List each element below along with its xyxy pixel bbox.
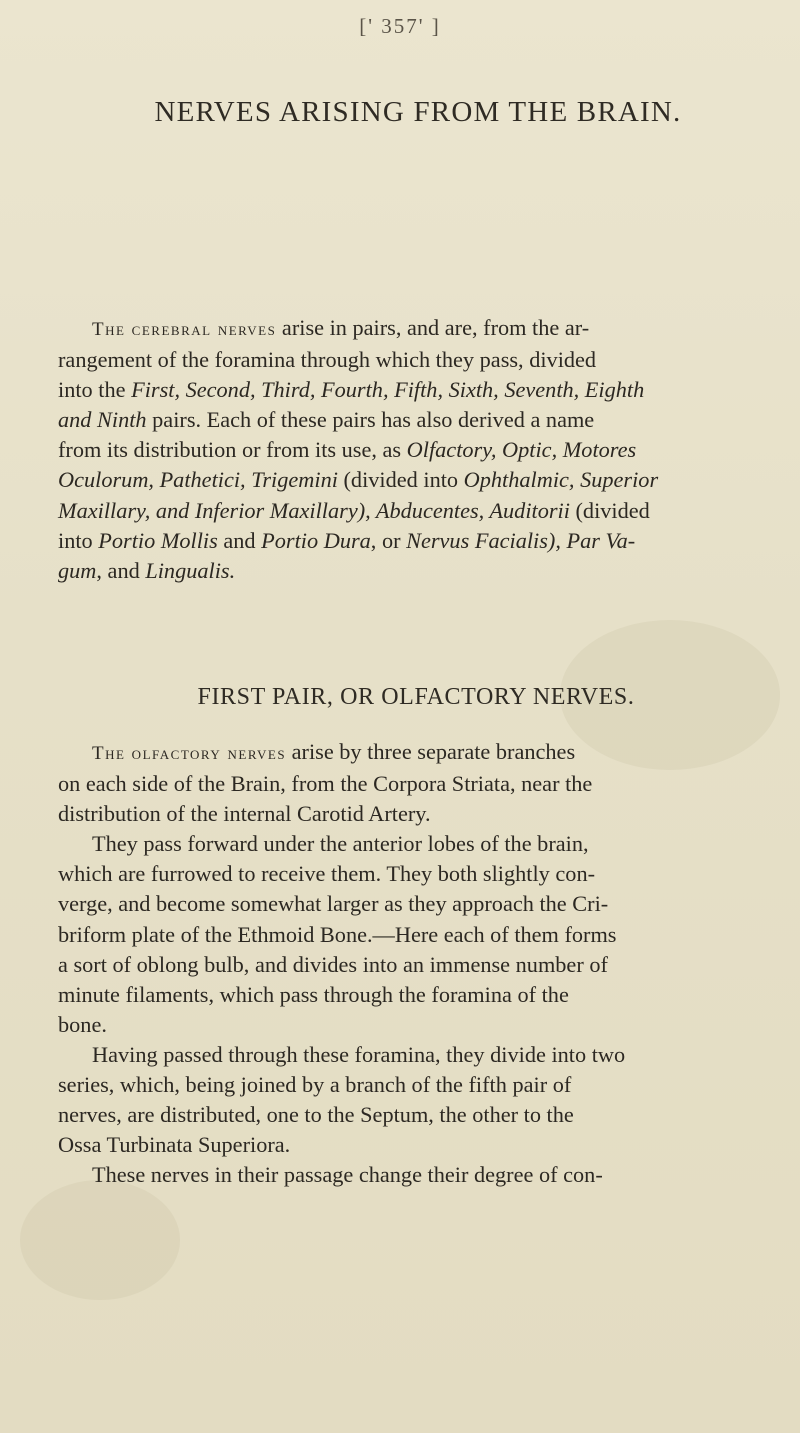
- text-span: pairs. Each of these pairs has also derived a name: [146, 407, 595, 433]
- text-line: [58, 435, 774, 465]
- text-line: Ossa Turbinata Superiora.: [58, 1132, 291, 1158]
- italic-span: Oculorum, Pathetici, Trigemini: [58, 467, 338, 493]
- text-line: [58, 526, 774, 556]
- small-caps-lead: The olfactory nerves: [92, 743, 287, 764]
- italic-span: Maxillary, and Inferior Maxillary), Abducentes, Auditorii: [58, 497, 570, 523]
- text-span: (divided: [569, 497, 650, 523]
- text-line: on each side of the Brain, from the Corpora Striata, near the: [58, 771, 593, 797]
- text-span: from its distribution or from its use, as: [58, 437, 407, 463]
- intro-paragraph: [58, 313, 774, 586]
- text-span: , or: [370, 527, 407, 553]
- text-line: [58, 737, 774, 769]
- page-title: NERVES ARISING FROM THE BRAIN.: [154, 96, 682, 128]
- text-span: into: [58, 527, 99, 553]
- italic-span: Olfactory, Optic, Motores: [406, 437, 637, 463]
- text-line: which are furrowed to receive them. They both slightly con-: [58, 861, 596, 887]
- text-line: These nerves in their passage change their degree of con-: [92, 1162, 603, 1188]
- italic-span: Nervus Facialis), Par Va-: [406, 527, 636, 553]
- text-line: nerves, are distributed, one to the Septum, the other to the: [58, 1102, 574, 1128]
- text-line: bone.: [58, 1011, 107, 1037]
- text-line: minute filaments, which pass through the foramina of the: [58, 981, 569, 1007]
- text-span: and: [217, 527, 262, 553]
- italic-span: and Ninth: [58, 407, 147, 433]
- text-line: [58, 313, 774, 345]
- italic-span: gum: [58, 557, 97, 583]
- text-line: [58, 405, 774, 435]
- paper-stain: [20, 1180, 180, 1300]
- text-line: series, which, being joined by a branch of the fifth pair of: [58, 1072, 572, 1098]
- text-line: rangement of the foramina through which they pass, divided: [58, 347, 597, 373]
- text-line: They pass forward under the anterior lobes of the brain,: [92, 831, 589, 857]
- italic-span: Portio Mollis: [98, 527, 218, 553]
- text-line: [58, 556, 774, 586]
- text-line: Having passed through these foramina, they divide into two: [92, 1041, 626, 1067]
- italic-span: Lingualis.: [145, 557, 236, 583]
- text-line: briform plate of the Ethmoid Bone.—Here each of them forms: [58, 921, 617, 947]
- italic-span: Portio Dura: [261, 527, 371, 553]
- text-line: distribution of the internal Carotid Artery.: [58, 801, 431, 827]
- text-span: into the: [58, 377, 132, 403]
- page-number: [' 357' ]: [359, 14, 441, 38]
- italic-span: Ophthalmic, Superior: [463, 467, 659, 493]
- olfactory-paragraph: [58, 737, 774, 1190]
- text-line: verge, and become somewhat larger as they approach the Cri-: [58, 891, 609, 917]
- section-heading: FIRST PAIR, OR OLFACTORY NERVES.: [197, 684, 635, 710]
- text-span: arise by three separate branches: [286, 739, 576, 764]
- italic-span: First, Second, Third, Fourth, Fifth, Sixth, Seventh, Eighth: [131, 377, 645, 403]
- text-span: arise in pairs, and are, from the ar-: [276, 315, 590, 340]
- text-line: [58, 465, 774, 495]
- text-line: [58, 375, 774, 405]
- text-span: , and: [96, 557, 146, 583]
- text-span: (divided into: [337, 467, 464, 493]
- small-caps-lead: The cerebral nerves: [92, 319, 277, 340]
- text-line: a sort of oblong bulb, and divides into an immense number of: [58, 951, 608, 977]
- text-line: [58, 496, 774, 526]
